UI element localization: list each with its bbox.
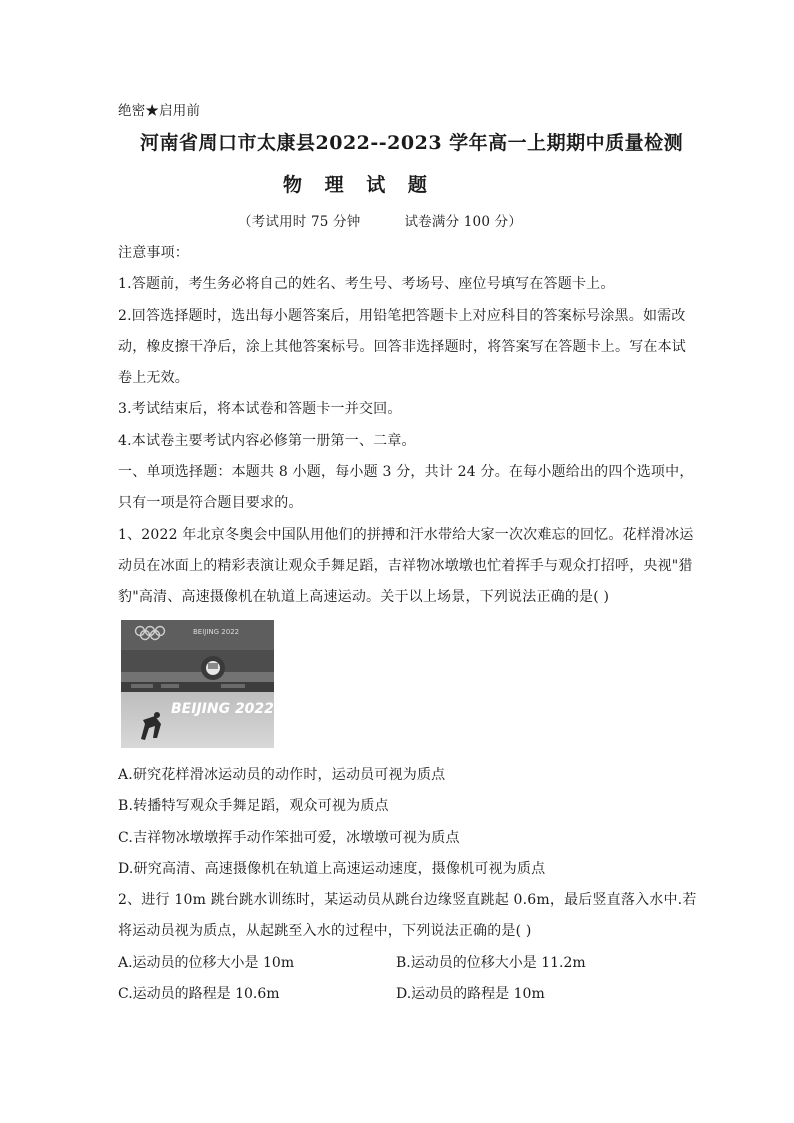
question-2-options-row <box>118 984 545 1004</box>
question-2-option-b: B.运动员的位移大小是 11.2m <box>396 955 586 971</box>
question-2-options-row <box>118 953 586 973</box>
question-2-stem: 将运动员视为质点，从起跳至入水的过程中，下列说法正确的是( ) <box>118 923 532 939</box>
note-item: 2.回答选择题时，选出每小题答案后，用铅笔把答题卡上对应科目的答案标号涂黑。如需改 <box>118 308 686 324</box>
question-1-stem: 1、2022 年北京冬奥会中国队用他们的拼搏和汗水带给大家一次次难忘的回忆。花样滑冰运 <box>118 527 694 543</box>
full-score: 试卷满分 100 分） <box>404 214 523 230</box>
question-1-option-a: A.研究花样滑冰运动员的动作时，运动员可视为质点 <box>118 767 446 783</box>
question-1-stem: 豹"高清、高速摄像机在轨道上高速运动。关于以上场景，下列说法正确的是( ) <box>118 589 610 605</box>
question-1-option-d: D.研究高清、高速摄像机在轨道上高速运动速度，摄像机可视为质点 <box>118 861 546 877</box>
olympics-photo <box>121 620 274 748</box>
question-2-option-c: C.运动员的路程是 10.6m <box>118 986 280 1002</box>
image-caption-large: BEIJING 2022 <box>171 701 274 717</box>
exam-time: （考试用时 75 分钟 <box>238 214 361 230</box>
subject-title: 物 理 试 题 <box>283 174 435 196</box>
note-item: 4.本试卷主要考试内容必修第一册第一、二章。 <box>118 433 416 449</box>
exam-title: 河南省周口市太康县2022--2023 学年高一上期期中质量检测 <box>140 132 684 154</box>
question-2-stem: 2、进行 10m 跳台跳水训练时，某运动员从跳台边缘竖直跳起 0.6m，最后竖直落入水中.若 <box>118 892 697 908</box>
question-1-option-b: B.转播特写观众手舞足蹈，观众可视为质点 <box>118 798 389 814</box>
exam-info <box>238 212 522 232</box>
note-item: 3.考试结束后，将本试卷和答题卡一并交回。 <box>118 401 402 417</box>
question-2-option-a: A.运动员的位移大小是 10m <box>118 955 295 971</box>
note-item: 动，橡皮擦干净后，涂上其他答案标号。回答非选择题时，将答案写在答题卡上。写在本试 <box>118 339 686 355</box>
image-caption-small: BEIJING 2022 <box>193 628 240 636</box>
question-1-stem: 动员在冰面上的精彩表演让观众手舞足蹈，吉祥物冰墩墩也忙着挥手与观众打招呼，央视"猎 <box>118 558 693 574</box>
notes-heading: 注意事项： <box>118 245 189 261</box>
section-heading: 一、单项选择题：本题共 8 小题，每小题 3 分，共计 24 分。在每小题给出的四个选项中， <box>118 464 694 480</box>
note-item: 卷上无效。 <box>118 370 189 386</box>
note-item: 1.答题前，考生务必将自己的姓名、考生号、考场号、座位号填写在答题卡上。 <box>118 276 615 292</box>
section-heading: 只有一项是符合题目要求的。 <box>118 495 303 511</box>
question-1-option-c: C.吉祥物冰墩墩挥手动作笨拙可爱，冰墩墩可视为质点 <box>118 830 460 846</box>
confidential-label: 绝密★启用前 <box>118 103 201 119</box>
question-2-option-d: D.运动员的路程是 10m <box>396 986 545 1002</box>
